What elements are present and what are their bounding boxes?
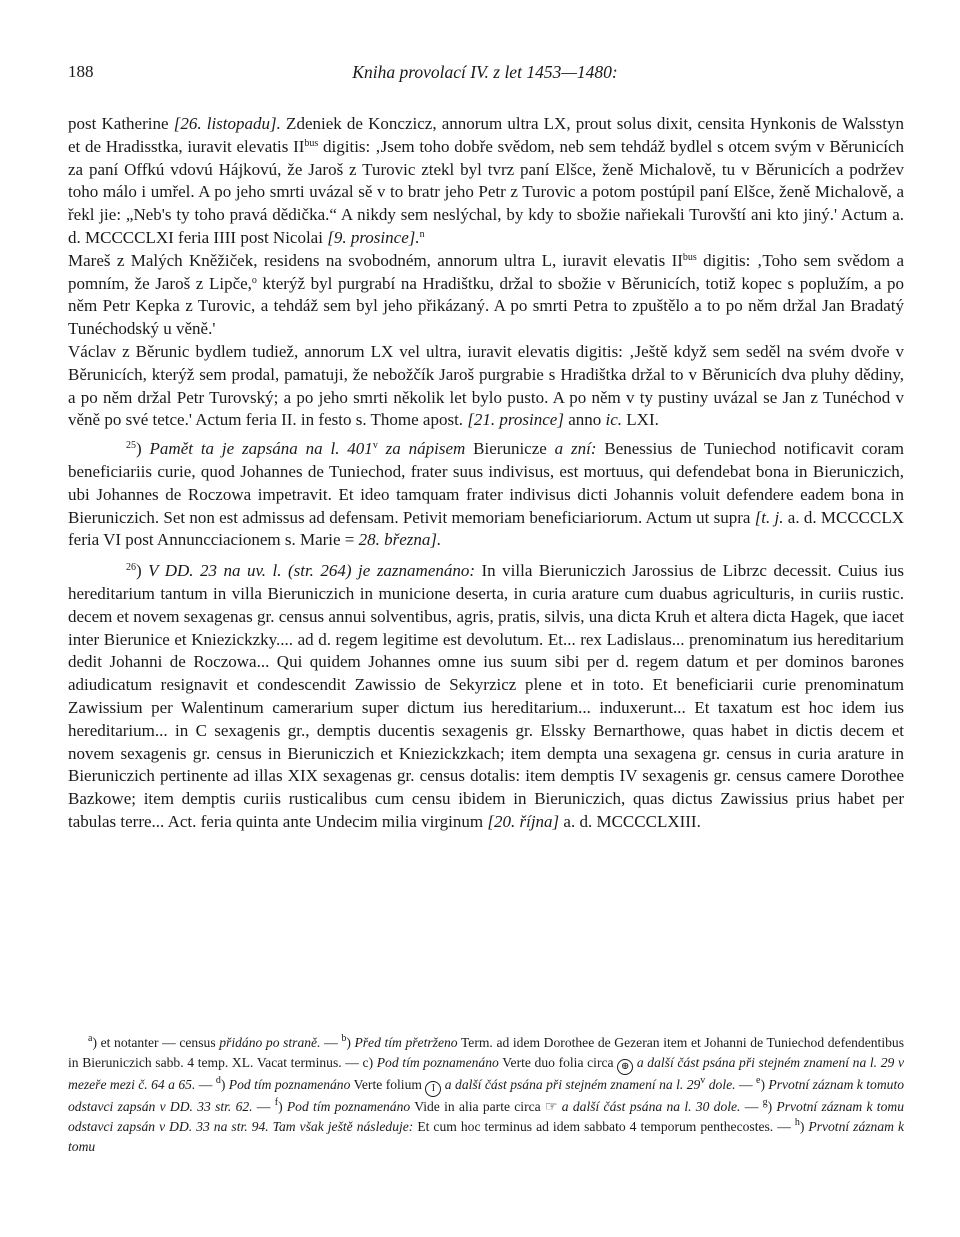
footnotes — [68, 1033, 904, 1156]
note-number: 25 — [126, 440, 136, 452]
crosshair-circle-icon: ⊕ — [617, 1059, 633, 1075]
main-text — [68, 113, 904, 834]
pointing-hand-icon: ☞ — [544, 1099, 558, 1115]
footnote-ref-o: o — [251, 274, 257, 286]
footnote-block: $^a$) et notanter — census přidáno po straně. — $^b$) Před tím přetrženo Term. ad idem Dorothee de Gezeran item et Johanni de Tuniechod defendentibus in Bieruniczich sabb. 4 temp. XL. Vacat terminus. — c) Pod tím poznamenáno Verte duo folia circa ⊕ a další část psána při stejném znamení na l. 29 v mezeře mezi č. 64 a 65. — $^d$) Pod tím poznamenáno Verte folium I a další část psána při stejném znamení na l. 29$^v$ dole. — $^e$) Prvotní záznam k tomuto odstavci zapsán v DD. 33 str. 62. — $^f$) Pod tím poznamenáno Vide in alia parte circa ☞ a další část psána na l. 30 dole. — $^g$) Prvotní záznam k tomu odstavci zapsán v DD. 33 na str. 94. Tam však ještě následuje: Et cum hoc terminus ad idem sabbato 4 temporum penthecostes. — $^h$) Prvotní záznam k tomu — [68, 1033, 905, 1154]
page-number: 188 — [68, 62, 94, 81]
note-number: 26 — [126, 562, 136, 574]
note-25: $^{25}$) Pamět ta je zapsána na l. 401$^v$ za nápisem Bierunicze a zní: Benessius de Tuniechod notificavit coram beneficiariis curie, quod Johannes de Tuniechod, frater suus indivisus, est mortuus, qui defendebat bona in Bieruniczich, ubi Johannes de Roczowa impetravit. Et ideo tamquam frater indivisus dicti Johannis voluit defendere eadem bona in Bieruniczich. Set non est admissus ad defensam. Petivit memoriam beneficiariorum. Actum ut supra [t. j. a. d. MCCCCLX feria VI post Annuncciacionem s. Marie = 28. března]. — [68, 439, 905, 550]
paragraph-testimony-zdeniek: post Katherine [26. listopadu]. Zdeniek de Konczicz, annorum ultra LX, prout solus dixit, censita Hynkonis de Walsstyn et de Hradisstka, iuravit elevatis $II^{bus}$ digitis: ‚Jsem toho dobře svědom, neb sem tehdáž bydlel s otcem svým v Běrunicích za paní Offkú vdovú Hájkovú, že Jaroš z Turovic ztekl byl tvrz paní Elšce, ženě Michalově, tu v Běrunicích a podržev toho málo i umřel. A po jeho smrti uvázal sě v to bratr jeho Petr z Turovic a potom postúpil paní Elšce, ženě Michalově, a řekl jie: „Neb's ty toho pravá dědička.“ A nikdy sem neslýchal, by kdy to sbožie nařiekali Turovští ani kto jiný.' Actum a. d. MCCCCLXI feria IIII post Nicolai [9. prosince].$^n$ — [68, 114, 905, 247]
note-26: $^{26}$) V DD. 23 na uv. l. (str. 264) je zaznamenáno: In villa Bieruniczich Jarossius de Librzc decessit. Cuius ius hereditarium tantum in villa Bieruniczich in municione deserta, in curia arature cum duabus agriculturis, in curiis rustic. decem et novem sexagenas gr. census annui solventibus, agris, pratis, silvis, una dicta Kruh et altera dicta Hagek, que iacet inter Bierunice et Kniezickzky.... ad d. regem legitime est devolutum. Et... rex Ladislaus... prenominatum ius hereditarium dedit Johanni de Roczowa... Qui quidem Johannes omne ius suum sibi per d. regem datum et per dominos barones adiudicatum resignavit et condescendit Zawissio de Sekyrzicz plene et in toto. Et beneficiarii curie prenominatum Zawissium per Walentinum camerarium super dictum ius hereditarium... induxerunt... Et taxatum est hoc idem ius hereditarium... in C sexagenis gr., demptis ducentis sexagenis gr. Elssky Bernarthowe, quas habet in dictis decem et novem sexagenis gr. census in Bieruniczich et Kniezickzkach; item dempta una sexagena gr. census in curia arature in Bieruniczich pertinente ad illas XIX sexagenas gr. census dotalis: item demptis IV sexagenis gr. census camere Dorothee Bazkowe; item demptis curiis rusticalibus cum censu ibidem in Bieruniczich, quas dictus Zawissius prius habet per tabulas terre... Act. feria quinta ante Undecim milia virginum [20. října] a. d. MCCCCLXIII. — [68, 561, 904, 831]
paragraph-testimony-mares: Mareš z Malých Kněžiček, residens na svobodném, annorum ultra L, iuravit elevatis $II^{bus}$ digitis: ‚Toho sem svědom a pomním, že Jaroš z Lipče,$^o$ kterýž byl purgrabí na Hradištku, držal to sbožie v Běrunicích, totiž kopec s poplužím, a po něm Petr Kepka z Turovic, a tehdáž sem byl jeho přikázaný. A po smrti Petra to zpuštělo a to po něm držal Jan Bradatý Tunéchodský u věně.' — [68, 250, 904, 339]
circle-i-icon: I — [425, 1081, 441, 1097]
page-header — [68, 62, 902, 86]
running-title: Kniha provolací IV. z let 1453—1480: — [352, 62, 618, 82]
footnote-ref-n: n — [419, 228, 425, 240]
paragraph-testimony-vaclav: Václav z Běrunic bydlem tudiež, annorum LX vel ultra, iuravit elevatis digitis: ‚Ještě když sem seděl na svém dvoře v Běrunicích, kterýž sem prodal, pamatuji, že nebožčík Jaroš purgrabie s Hradištka držal to v Běrunicích dva pluhy dědiny, a po něm držal Petr Turovský; a po jeho smrti několik let bylo pusto. A po něm v ty pustiny uvázal se Jan z Tunéchod v věně po své tetce.' Actum feria II. in festo s. Thome apost. [21. prosince] anno ic. LXI. — [68, 341, 904, 430]
